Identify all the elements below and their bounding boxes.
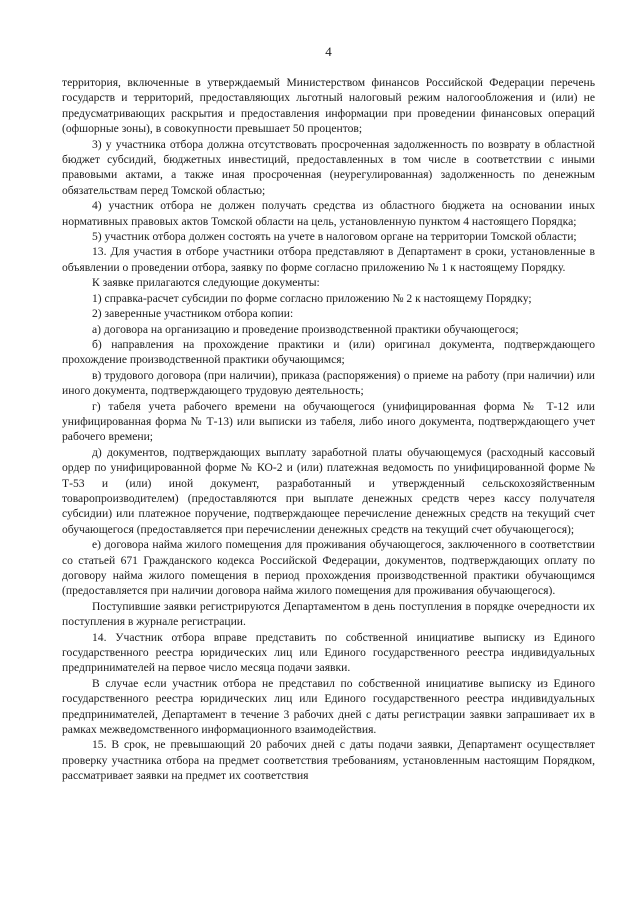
paragraph-doc-2e: е) договора найма жилого помещения для проживания обучающегося, заключенного в соответствии со статьей 671 Гражданского кодекса Российской Федерации, документов, подтверждающих оплату по договору найма жилого помещения в период прохождения производственной практики обучающимся (предоставляется при наличии договора найма жилого помещения для проживания обучающегося). [62, 538, 595, 598]
paragraph-item-3: 3) у участника отбора должна отсутствовать просроченная задолженность по возврату в областной бюджет субсидий, бюджетных инвестиций, предоставленных в том числе в соответствии с иными правовыми актами, а также иная просроченная (неурегулированная) задолженность по денежным обязательствам перед Томской областью; [62, 137, 595, 197]
paragraph-clause-15: 15. В срок, не превышающий 20 рабочих дней с даты подачи заявки, Департамент осуществляет проверку участника отбора на предмет соответствия требованиям, установленным настоящим Порядком, рассматривает заявки на предмет их соответствия [62, 738, 595, 783]
paragraph-clause-14: 14. Участник отбора вправе представить по собственной инициативе выписку из Единого государственного реестра юридических лиц или Единого государственного реестра индивидуальных предпринимателей на первое число месяца подачи заявки. [62, 630, 595, 675]
document-body [62, 75, 595, 784]
paragraph-doc-2g: г) табеля учета рабочего времени на обучающегося (унифицированная форма № Т-12 или унифицированная форма № Т-13) или выписки из табеля, либо иного документа, подтверждающего учет рабочего времени; [62, 399, 595, 444]
paragraph-doc-2: 2) заверенные участником отбора копии: [92, 307, 294, 321]
paragraph-item-5: 5) участник отбора должен состоять на учете в налоговом органе на территории Томской области; [92, 230, 577, 244]
paragraph-doc-2v: в) трудового договора (при наличии), приказа (распоряжения) о приеме на работу (при наличии) или иного документа, подтверждающего трудовую деятельность; [62, 368, 595, 398]
paragraph-registration: Поступившие заявки регистрируются Департаментом в день поступления в порядке очередности их поступления в журнале регистрации. [62, 599, 595, 629]
paragraph-attachments-intro: К заявке прилагаются следующие документы: [92, 276, 320, 290]
paragraph-continuation: территория, включенные в утверждаемый Министерством финансов Российской Федерации перечень государств и территорий, предоставляющих льготный налоговый режим налогообложения и (или) не предусматривающих раскрытия и предоставления информации при проведении финансовых операций (офшорные зоны), в совокупности превышает 50 процентов; [62, 76, 595, 136]
paragraph-clause-13: 13. Для участия в отборе участники отбора представляют в Департамент в сроки, установленные в объявлении о проведении отбора, заявку по форме согласно приложению № 1 к настоящему Порядку. [62, 245, 595, 274]
paragraph-item-4: 4) участник отбора не должен получать средства из областного бюджета на основании иных нормативных правовых актов Томской области на цель, установленную пунктом 4 настоящего Порядка; [62, 199, 595, 228]
paragraph-doc-2b: б) направления на прохождение практики и (или) оригинал документа, подтверждающего прохождение производственной практики обучающимся; [62, 337, 595, 367]
paragraph-doc-2a: а) договора на организацию и проведение производственной практики обучающегося; [92, 322, 519, 336]
paragraph-doc-1: 1) справка-расчет субсидии по форме согласно приложению № 2 к настоящему Порядку; [92, 291, 532, 305]
paragraph-doc-2d: д) документов, подтверждающих выплату заработной платы обучающемуся (расходный кассовый ордер по унифицированной форме № КО-2 и (или) платежная ведомость по унифицированной форме № Т-53 и (или) иной документ, разработанный и утвержденный сельскохозяйственным товаропроизводителем) (предоставляются при выплате денежных средств через кассу получателя субсидии) или платежное поручение, подтверждающее перечисление денежных средств на текущий счет обучающегося (предоставляется при перечислении денежных средств на текущий счет обучающегося); [62, 445, 595, 536]
page-number: 4 [325, 44, 332, 59]
paragraph-clause-14-cont: В случае если участник отбора не представил по собственной инициативе выписку из Единого государственного реестра юридических лиц или Единого государственного реестра индивидуальных предпринимателей, Департамент в течение 3 рабочих дней с даты регистрации заявки запрашивает их в рамках межведомственного информационного взаимодействия. [62, 676, 595, 737]
